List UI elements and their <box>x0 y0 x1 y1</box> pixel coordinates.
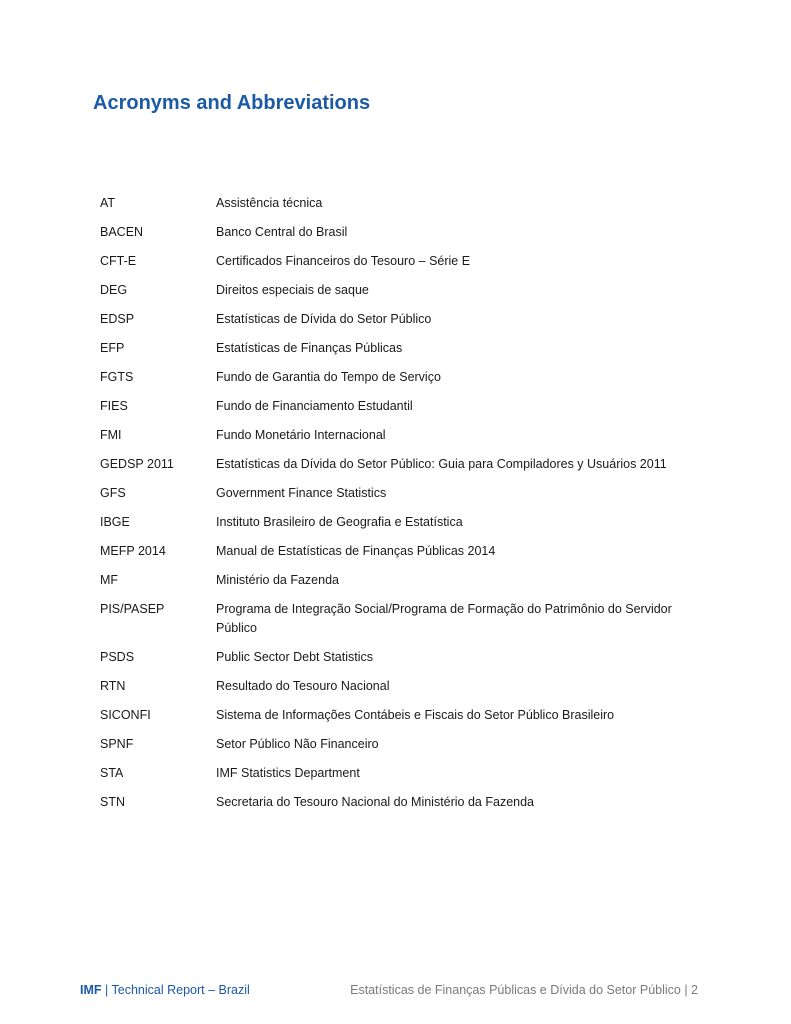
acronym-definition: Manual de Estatísticas de Finanças Públicas 2014 <box>216 544 496 558</box>
acronym-definition: Assistência técnica <box>216 196 323 210</box>
footer-separator: | <box>101 983 112 997</box>
acronym-definition: Fundo de Garantia do Tempo de Serviço <box>216 370 441 384</box>
acronym-term: CFT-E <box>100 254 137 268</box>
acronym-definition: Secretaria do Tesouro Nacional do Ministério da Fazenda <box>216 795 535 809</box>
acronym-term: SPNF <box>100 737 134 751</box>
acronym-definition: Setor Público Não Financeiro <box>216 737 379 751</box>
acronym-term: GEDSP 2011 <box>100 457 174 471</box>
acronym-term: PSDS <box>100 650 135 664</box>
acronym-term: STN <box>100 795 125 809</box>
acronym-term: MEFP 2014 <box>100 544 166 558</box>
acronym-definition: Fundo Monetário Internacional <box>216 428 386 442</box>
acronym-definition: Fundo de Financiamento Estudantil <box>216 399 413 413</box>
acronym-definition: Ministério da Fazenda <box>216 573 339 587</box>
footer-page-info: Estatísticas de Finanças Públicas e Dívida do Setor Público | 2 <box>350 983 698 997</box>
acronym-definition: Resultado do Tesouro Nacional <box>216 679 390 693</box>
acronym-row <box>100 397 700 416</box>
acronym-row <box>100 677 700 696</box>
acronym-row <box>100 455 700 474</box>
acronym-definition: Public Sector Debt Statistics <box>216 650 374 664</box>
acronym-row <box>100 281 700 300</box>
acronym-term: RTN <box>100 679 126 693</box>
acronym-definition: Banco Central do Brasil <box>216 225 348 239</box>
acronym-term: FMI <box>100 428 122 442</box>
acronym-row <box>100 368 700 387</box>
acronym-row <box>100 571 700 590</box>
acronym-term: FGTS <box>100 370 134 384</box>
acronym-row <box>100 706 700 725</box>
acronym-definition: Government Finance Statistics <box>216 486 387 500</box>
footer-brand: IMF <box>80 983 102 997</box>
footer-report-label <box>80 982 250 998</box>
acronym-row <box>100 735 700 754</box>
acronym-row <box>100 513 700 532</box>
acronym-row <box>100 252 700 271</box>
acronym-term: IBGE <box>100 515 130 529</box>
acronym-row <box>100 793 700 812</box>
acronym-definition: Instituto Brasileiro de Geografia e Estatística <box>216 515 463 529</box>
acronym-list <box>100 194 700 822</box>
acronym-row <box>100 194 700 213</box>
acronym-definition: Direitos especiais de saque <box>216 283 369 297</box>
footer-report-title: Technical Report – Brazil <box>111 983 250 997</box>
acronym-term: PIS/PASEP <box>100 602 165 616</box>
acronym-row <box>100 648 700 667</box>
acronym-term: MF <box>100 573 119 587</box>
acronym-term: FIES <box>100 399 128 413</box>
acronym-row <box>100 426 700 445</box>
acronym-term: SICONFI <box>100 708 151 722</box>
acronym-row <box>100 310 700 329</box>
acronym-term: STA <box>100 766 124 780</box>
acronym-row <box>100 764 700 783</box>
acronym-row <box>100 339 700 358</box>
acronym-definition: Estatísticas de Finanças Públicas <box>216 341 403 355</box>
acronym-definition: Estatísticas da Dívida do Setor Público: Guia para Compiladores y Usuários 2011 <box>216 457 667 471</box>
acronym-term: GFS <box>100 486 126 500</box>
acronym-term: EDSP <box>100 312 135 326</box>
acronym-definition: Programa de Integração Social/Programa de Formação do Patrimônio do Servidor Público <box>216 602 672 635</box>
acronym-row <box>100 223 700 242</box>
acronym-term: BACEN <box>100 225 144 239</box>
acronym-definition: Certificados Financeiros do Tesouro – Série E <box>216 254 471 268</box>
acronym-definition: IMF Statistics Department <box>216 766 360 780</box>
acronym-term: EFP <box>100 341 125 355</box>
acronym-term: AT <box>100 196 116 210</box>
page-title: Acronyms and Abbreviations <box>93 92 371 114</box>
acronym-row <box>100 542 700 561</box>
acronym-definition: Sistema de Informações Contábeis e Fiscais do Setor Público Brasileiro <box>216 708 615 722</box>
acronym-row <box>100 484 700 503</box>
acronym-row <box>100 600 700 638</box>
acronym-term: DEG <box>100 283 128 297</box>
acronym-definition: Estatísticas de Dívida do Setor Público <box>216 312 432 326</box>
